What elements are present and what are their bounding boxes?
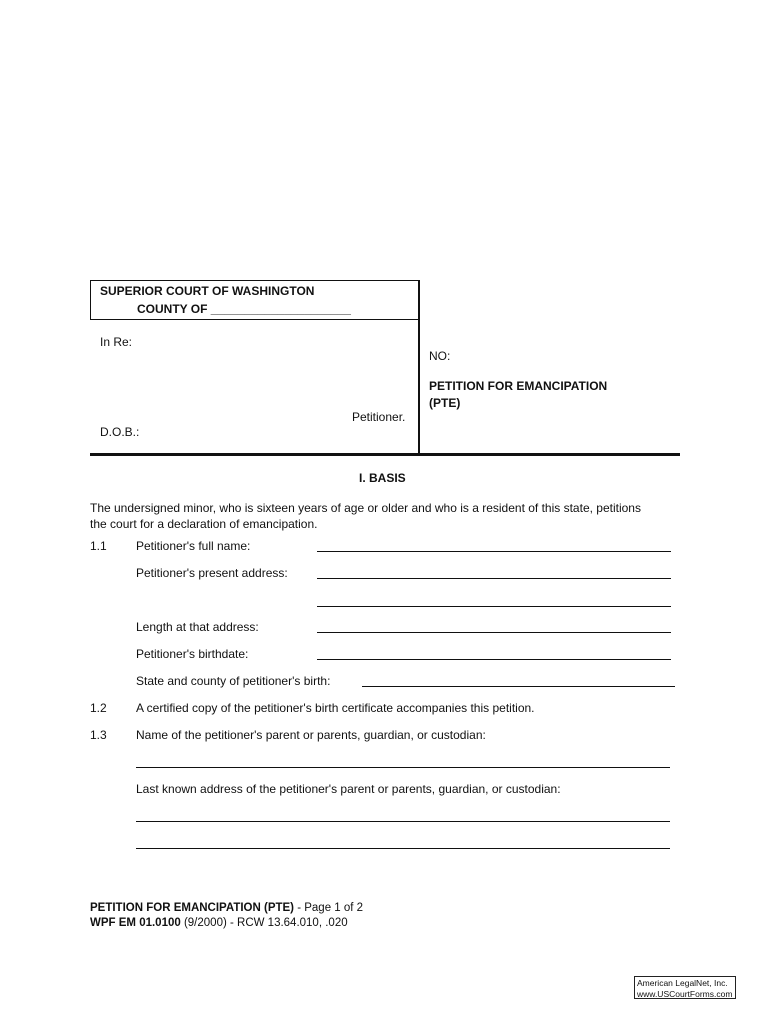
- parent-address-label: Last known address of the petitioner's parent or parents, guardian, or custodian:: [136, 782, 561, 796]
- full-name-field[interactable]: [317, 551, 671, 552]
- item-number-1-3: 1.3: [90, 728, 107, 742]
- parent-name-label: Name of the petitioner's parent or parents, guardian, or custodian:: [136, 728, 486, 742]
- full-name-label: Petitioner's full name:: [136, 539, 251, 553]
- intro-text-line1: The undersigned minor, who is sixteen years of age or older and who is a resident of this state, petitions: [90, 501, 641, 515]
- item-number-1-2: 1.2: [90, 701, 107, 715]
- court-name: SUPERIOR COURT OF WASHINGTON: [100, 284, 315, 298]
- footer-title: [90, 902, 363, 914]
- birthdate-field[interactable]: [317, 659, 671, 660]
- footer-form-title: PETITION FOR EMANCIPATION (PTE): [90, 902, 295, 914]
- vendor-url[interactable]: www.USCourtForms.com: [637, 989, 733, 999]
- parent-name-field[interactable]: [136, 767, 670, 768]
- birth-place-label: State and county of petitioner's birth:: [136, 674, 331, 688]
- present-address-field[interactable]: [317, 578, 671, 579]
- footer-form-number: WPF EM 01.0100: [90, 917, 181, 929]
- document-code: (PTE): [429, 396, 461, 410]
- caption-rule: [90, 453, 680, 456]
- document-title: PETITION FOR EMANCIPATION: [429, 379, 608, 393]
- present-address-label: Petitioner's present address:: [136, 566, 288, 580]
- item-number-1-1: 1.1: [90, 539, 107, 553]
- intro-text-line2: the court for a declaration of emancipation.: [90, 517, 318, 531]
- footer-form-id: [90, 917, 348, 929]
- vendor-name: American LegalNet, Inc.: [637, 978, 728, 988]
- birth-certificate-statement: A certified copy of the petitioner's birth certificate accompanies this petition.: [136, 701, 535, 715]
- present-address-field-line2[interactable]: [317, 606, 671, 607]
- parent-address-field-line2[interactable]: [136, 848, 670, 849]
- vendor-stamp: [634, 976, 736, 999]
- footer-form-revision: (9/2000) - RCW 13.64.010, .020: [180, 917, 348, 929]
- parent-address-field[interactable]: [136, 821, 670, 822]
- section-heading: I. BASIS: [359, 471, 406, 485]
- dob-label: D.O.B.:: [100, 425, 140, 439]
- birth-place-field[interactable]: [362, 686, 675, 687]
- county-field[interactable]: COUNTY OF _____________________: [137, 302, 351, 316]
- footer-page-number: - Page 1 of 2: [294, 902, 364, 914]
- length-at-address-label: Length at that address:: [136, 620, 259, 634]
- case-number-label: NO:: [429, 349, 451, 363]
- length-at-address-field[interactable]: [317, 632, 671, 633]
- petitioner-label: Petitioner.: [352, 410, 406, 424]
- in-re-label: In Re:: [100, 335, 133, 349]
- birthdate-label: Petitioner's birthdate:: [136, 647, 249, 661]
- caption-divider: [418, 280, 420, 454]
